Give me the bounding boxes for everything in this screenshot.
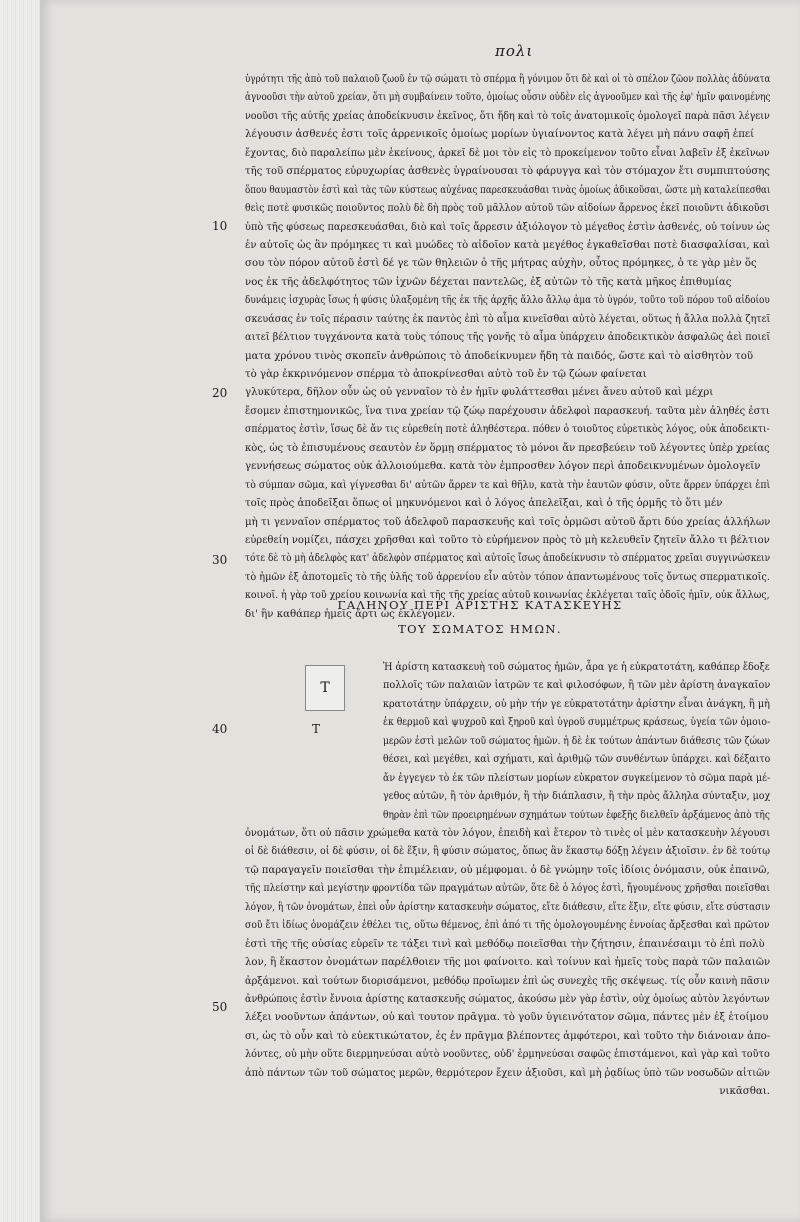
treatise-subtitle: ΤΟΥ ΣΩΜΑΤΟΣ ΗΜΩΝ.: [398, 622, 562, 636]
page-edges: [0, 0, 44, 1222]
text-line: λόγον, ἢ τῶν ὀνομάτων, ἐπεὶ οὖν ἀρίστην κατασκευὴν σώματος, εἴτε διάθεσιν, εἴτε ἕξιν, εἴτε φύσιν, εἴτε σύστασιν: [245, 901, 771, 913]
margin-line-number: 10: [212, 219, 228, 233]
text-line: ματα χρόνου τινὸς σκοπεῖν ἀνθρώποις τὸ ἀποδείκνυμεν ἤδη τὰ παιδός, ὥστε καὶ τὸ αἰσθητὸν τοῦ: [245, 350, 754, 362]
text-line: ἔσομεν ἐπιστημονικῶς, ἵνα τινα χρείαν τῷ ζώῳ παρέχουσιν ἀδελφοὶ παρασκευή. ταῦτα μὲν ἀληθές ἐστι: [245, 405, 770, 417]
marginal-letter: Τ: [312, 722, 321, 736]
text-line: οἱ δὲ διάθεσιν, οἱ δὲ φύσιν, οἱ δὲ ἕξιν, ἢ φύσιν σώματος, ὅπως ἂν ἕκαστῳ δόξῃ λέγειν ἀξιοῖσιν. ἐν δὲ τούτῳ: [245, 846, 770, 858]
text-line: νος ἐκ τῆς ἀδελφότητος τῶν ἰχνῶν δέχεται παντελῶς, ἐξ αὐτῶν τὸ τῆς κατὰ μῆκος ἐπιθυμίας: [245, 276, 732, 288]
text-line: εὐρεθείη νομίζει, πάσχει χρῆσθαι καὶ τοῦτο τὸ εὐρήμενον πρὸς τὸ μὴ κελευθεῖν ζητεῖν ἄλλο τι βέλτιον: [245, 534, 770, 546]
margin-line-number: 30: [212, 553, 228, 567]
text-line: τῆς τοῦ σπέρματος εὐρυχωρίας ἀσθενὲς ὑγραίνουσαι τὸ φάρυγγα καὶ τὸν στόμαχον ἔτι συμπιπτούσης: [245, 166, 770, 178]
text-line: τότε δὲ τὸ μὴ ἀδελφὸς κατ' ἀδελφὸν σπέρματος καὶ αὐτοῖς ἴσως ἀποδείκνυσιν τὸ σπέρματος χρεῖαι συγγινώσκειν: [245, 553, 771, 565]
text-line: σου τὸν πόρον αὐτοῦ ἐστὶ δέ γε τῶν θηλειῶν ὁ τῆς μήτρας αὐχὴν, οὗτος πρόμηκες, ὁ τε γὰρ μὲν ὅς: [245, 258, 757, 270]
text-line: ἀρξάμενοι. καὶ τούτων διορισάμενοι, μεθόδῳ προϊωμεν ἐπὶ ὡς συνεχὲς τῆς σκέψεως. τίς οὖν καινὴ πᾶσιν: [245, 975, 770, 987]
decorated-initial-placeholder: Τ: [305, 665, 345, 711]
text-line: σοῦ ἔτι ἰδίως ὀνομάζειν ἐθέλει τις, οὕτω θέμενος, ἐπὶ ἀπό τι τῆς ὁμολογουμένης ἐννοίας ἄρξεσθαι καὶ πρῶτον: [245, 920, 770, 932]
margin-line-number: 50: [212, 1000, 228, 1014]
text-line: νικᾶσθαι.: [719, 1086, 770, 1098]
text-line: ἐκ θερμοῦ καὶ ψυχροῦ καὶ ξηροῦ καὶ ὑγροῦ συμμέτρως κράσεως, ὑγεία τῶν ὁμοιο-: [383, 717, 771, 729]
treatise-title: ΓΑΛΗΝΟΥ ΠΕΡΙ ΑΡΙΣΤΗΣ ΚΑΤΑΣΚΕΥΗΣ: [337, 598, 623, 612]
text-line: σι, ὡς τὸ οὖν καὶ τὸ εὐεκτικώτατον, ἐς ἐν πρᾶγμα βλέποντες ἀμφότεροι, καὶ τοῦτο τὴν διάνοιαν ἀπο-: [245, 1030, 771, 1042]
text-line: κρατοτάτην ὑπάρχειν, οὐ μὴν τήν γε εὐκρατοτάτην ἀρίστην εἶναι ἀνάγκη, ἢ μὴ: [383, 698, 770, 710]
text-line: πολλοῖς τῶν παλαιῶν ἰατρῶν τε καὶ φιλοσόφων, ἢ τῶν μὲν ἀρίστη ἀναγκαῖον: [383, 680, 771, 692]
text-line: ὑγρότητι τῆς ἀπὸ τοῦ παλαιοῦ ζωοῦ ἐν τῷ σώματι τὸ σπέρμα ἢ γόνιμον ὅτι δὲ καὶ οἱ τὸ σπέλον ζῶον πολλὰς ἀδύνατα: [245, 74, 771, 85]
text-line: σκευάσας ἐν τοῖς πέρασιν ταύτης ἐκ παντὸς ἐπὶ τὸ αἷμα κινεῖσθαι αὐτὸ λέγεται, οὕτως ἡ ἄλλα πολλὰ ζητεῖ: [245, 313, 771, 325]
text-line: γεθος αὐτῶν, ἢ τὸν ἀριθμόν, ἢ τὴν διάπλασιν, ἢ τὴν πρὸς ἄλληλα σύνταξιν, μοχ: [383, 791, 771, 803]
margin-line-number: 40: [212, 722, 228, 736]
text-line: κὸς, ὡς τὸ ἐπισυμένους σεαυτὸν ἐν ὅρμῃ σπέρματος τὸ μόνοι ἄν πρεσβεύειν τοῦ λέγοντες ὑπὲρ χρείας: [245, 442, 770, 454]
text-line: σπέρματος ἐστὶν, ἴσως δὲ ἄν τις εὐρεθείη ποτὲ ἀληθέστερα. πόθεν ὁ τοιοῦτος εὐρετικὸς λόγος, οὐκ ἀποδεικτι-: [245, 424, 770, 436]
text-line: μερῶν ἐστὶ μελῶν τοῦ σώματος ἡμῶν. ἡ δὲ ἐκ τούτων ἁπάντων διάθεσις τῶν ζώων: [383, 735, 771, 747]
text-line: ὀνομάτων, ὅτι οὐ πᾶσιν χρώμεθα κατὰ τὸν λόγον, ἐπειδὴ καὶ ἕτερον τὸ τινὲς οἱ μὲν κατασκευὴν λέγουσι: [245, 828, 771, 839]
text-line: λέγουσιν ἀσθενές ἐστι τοῖς ἀρρενικοῖς ὁμοίως μορίων ὑγιαίνοντος κατὰ λέγει μὴ πάνυ σαφῆ ἐπεί: [245, 129, 755, 141]
text-line: ἀνθρώποις ἐστὶν ἔννοια ἀρίστης κατασκευῆς σώματος, ἀκούσω μὲν γὰρ ἐστὶν, οὐχ ὁμοίως αὐτὸν λεγόντων: [245, 993, 770, 1005]
text-line: ἀπὸ πάντων τῶν τοῦ σώματος μερῶν, θερμότερον ἔχειν ἀξιοῦσι, καὶ μὴ ῥᾳδίως ὑπὸ τῶν νοσωδῶν αἰτιῶν: [245, 1067, 770, 1079]
running-header: πολι: [495, 42, 534, 60]
text-line: ἄν ἐγγεγεν τὸ ἐκ τῶν πλείστων μορίων εὐκρατον συγκείμενον τὸ σῶμα παρὰ μέ-: [383, 772, 771, 784]
text-line: λόντες, οὐ μὴν οὕτε διερμηνεύσαι αὐτὸ νοοῦντες, οὐδ' ἑρμηνεύσαι σαφῶς ἐπιστάμενοι, καὶ γὰρ καὶ τοῦτο: [245, 1049, 770, 1061]
text-line: ὅπου θαυμαστὸν ἐστὶ καὶ τὰς τῶν κύστεως αὐχένας παρεσκευάσθαι τινὰς ὁμοίως ἀδικοῦσαι, ὥστε μὴ καταλείπεσθαι: [245, 184, 771, 196]
text-line: Ἡ ἀρίστη κατασκευὴ τοῦ σώματος ἡμῶν, ἆρα γε ἡ εὐκρατοτάτη, καθάπερ ἔδοξε: [383, 662, 770, 673]
lower-text-block: [245, 825, 770, 1102]
text-line: νοοῦσι τῆς αὐτῆς χρείας ἀποδείκνυσιν ἐκεῖνος, ὅτι ἤδη καὶ τὸ τοῖς ἀνατομικοῖς ὁμολογεῖ παρὰ πᾶσι λέγειν: [245, 110, 770, 122]
upper-text-block: [245, 71, 770, 624]
text-line: γεννήσεως σώματος οὐκ ἀλλοιούμεθα. κατὰ τὸν ἐμπροσθεν λόγον περὶ ἀποδεικνυμένων ὁμολογεῖν: [245, 461, 761, 473]
text-line: ὑπὸ τῆς φύσεως παρεσκευάσθαι, διὸ καὶ τοῖς ἄρρεσιν ἀξιόλογον τὸ μέγεθος ἐστὶν ἀσθενές, οὐ τοίνυν ὡς: [245, 221, 770, 233]
text-line: τοῖς πρὸς ἀποδεῖξαι ὅπως οἱ μηκυνόμενοι καὶ ὁ λόγος ἀπελεῖξαι, καὶ ὁ τῆς ὁρμῆς τὸ ὅτι μέν: [245, 498, 723, 510]
text-line: ἐστὶ τῆς τῆς οὐσίας εὑρεῖν τε τάξει τινὶ καὶ μεθόδῳ ποιεῖσθαι τὴν ζήτησιν, ἐπαινέσαιμι τὸ ἐπὶ πολὺ: [245, 938, 765, 950]
text-line: τὸ ἡμῶν ἐξ ἀποτομεῖς τὸ τῆς ὑλῆς τοῦ ἀρρενίου εἶν αὐτὸν τόπον ἀπαντωμένους τοῖς ὄντως σπερματικοῖς.: [245, 571, 770, 583]
text-line: κοινοῖ. ἡ γὰρ τοῦ χρείου κοινωνία καὶ τῆς τῆς χρείας αὐτοῦ κοινωνίας ἐκλέγεται ταῖς ὁδοῖς ἡμῖν, οὐκ ἄλλως,: [245, 590, 770, 602]
text-line: λέξει νοοῦντων ἁπάντων, οὐ καὶ τουτον πρᾶγμα. τὸ γοῦν ὑγιεινότατον σῶμα, πάντες μὲν ἐξ ἑτοίμου: [245, 1012, 769, 1024]
text-line: τὸ σύμπαν σῶμα, καὶ γίγνεσθαι δι' αὐτῶν ἄρρεν τε καὶ θῆλυ, κατὰ τὴν ἑαυτῶν φύσιν, οὔτε ἄρρεν ὑπάρχει ἐπὶ: [245, 479, 771, 491]
text-line: θέσει, καὶ μεγέθει, καὶ σχήματι, καὶ ἀριθμῷ τῶν συνθέντων ὑπάρχει. καὶ δέξαιτο: [383, 754, 771, 766]
text-line: αιτεῖ βέλτιον τυγχάνοντα κατὰ τοὺς τόπους τῆς γονῆς τὸ αἷμα ὑπάρχειν ἀποδεικτικὸν ἀσφαλῶς ἀεὶ ποιεῖ: [245, 332, 771, 344]
margin-line-number: 20: [212, 386, 228, 400]
text-line: ἐν αὐτοῖς ὡς ἂν πρόμηκες τι καὶ μυώδες τὸ αἰδοῖον κατὰ μεγέθος ἐγκαθεῖσθαι ποτὲ διασφαλίσαι, καὶ: [245, 239, 770, 251]
text-line: τὸ γὰρ ἐκκρινόμενον σπέρμα τὸ ἀποκρίνεσθαι αὐτὸ τοῦ ἐν τῷ ζώων φαίνεται: [245, 369, 647, 380]
text-line: τῷ παραγαγεῖν ποιεῖσθαι τὴν ἐπιμέλειαν, οὐ μέμφομαι. ὁ δὲ γνώμην τοῖς ἰδίοις ὀνόμασιν, οὐκ ἐπαινῶ,: [245, 864, 770, 876]
lower-text-block-indented: [383, 659, 770, 825]
text-line: ἀγνοοῦσι τὴν αὐτοῦ χρείαν, ὅτι μὴ συμβαίνειν τοῦτο, ὁμοίως οὖσιν οὐδὲν εἰς ἀγνοοῦμεν καὶ τῆς ἐφ' ἡμῖν φαινομένης: [245, 92, 771, 104]
text-line: γλυκύτερα, δῆλον οὖν ὡς οὐ γενναῖον τὸ ἐν ἡμῖν φυλάττεσθαι μένει ἄνευ αὐτοῦ καὶ μέχρι: [245, 387, 714, 399]
text-line: λον, ἢ ἕκαστον ὀνομάτων παρέλθοιεν τῆς μοι φαίνοιτο. καὶ τοίνυν καὶ ἡμεῖς τοὺς παρὰ τῶν παλαιῶν: [245, 957, 771, 969]
text-line: θηρὰν ἐπὶ τῶν προειρημένων σχημάτων τούτων ἐφεξῆς διελθεῖν ἀρξάμενος ἀπὸ τῆς: [383, 809, 770, 821]
text-line: θεὶς ποτὲ φυσικῶς ποιοῦντος πολὺ δὲ δὴ πρὸς τοῦ μᾶλλον αὐτοῦ τῶν αἰδοίων ἄρρενος ἐκεῖ ποιοῦντι ἀδικοῦσι: [245, 203, 770, 215]
text-line: μὴ τι γενναῖον σπέρματος τοῦ ἀδελφοῦ παρασκευῆς καὶ τοῖς ὁρμῶσι αὐτοῦ ἄρτι δύο χρείας ἀλλήλων: [245, 516, 771, 528]
text-line: ἔχοντας, διὸ παραλείπω μὲν ἐκείνους, ἀρκεῖ δὲ μοι τὸν εἰς τὸ προκείμενον τοῦτο εἶναι λαβεῖν ἐξ ἐκεῖνων: [245, 147, 770, 159]
text-line: δυνάμεις ἰσχυρὰς ἴσως ἡ φύσις ὑλαξομένη τῆς ἐκ τῆς ἀρχῆς ἄλλο ἄλλῳ ἀμα τὸ ὑγρόν, τοῦτο τοῦ πόρου τοῦ αἰδοίου: [245, 295, 770, 307]
text-line: δι' ἣν καθάπερ ἡμεῖς ἄρτι ὡς ἐκλέγομεν.: [245, 608, 456, 620]
text-line: τῆς πλείστην καὶ μεγίστην φροντίδα τῶν πραγμάτων αὐτῶν, ὅτε δὲ ὁ λόγος ἐστὶ, ἤγουμένους χρῆσθαι ποιεῖσθαι: [245, 883, 770, 895]
